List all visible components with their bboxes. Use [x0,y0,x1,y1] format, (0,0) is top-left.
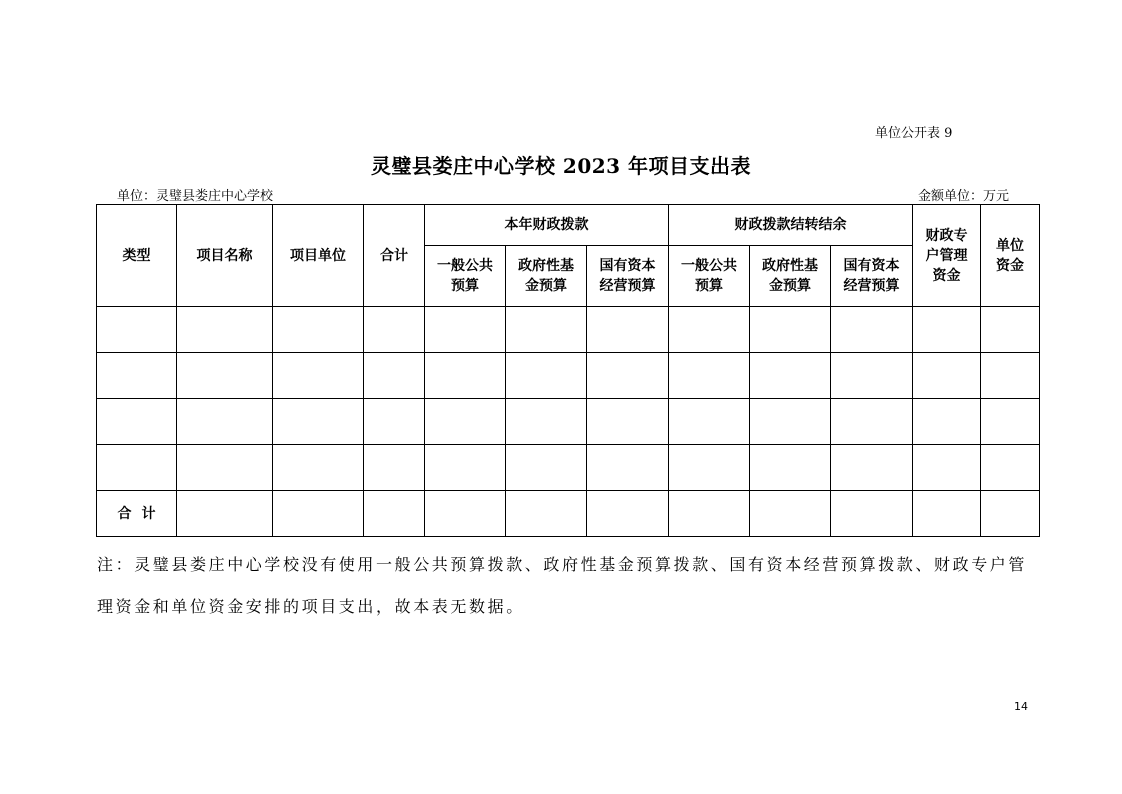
table-note: 注：灵璧县娄庄中心学校没有使用一般公共预算拨款、政府性基金预算拨款、国有资本经营预算拨款、财政专户管理资金和单位资金安排的项目支出，故本表无数据。 [97,555,1028,616]
table-cell [913,445,981,491]
header-current-year: 本年财政拨款 [425,205,669,246]
table-cell [506,353,587,399]
table-cell [364,445,425,491]
header-project-unit: 项目单位 [273,205,364,307]
table-cell [587,399,669,445]
page-title: 灵璧县娄庄中心学校 2023 年项目支出表 [370,154,752,178]
table-cell [587,307,669,353]
table-cell [669,399,750,445]
table-cell [981,445,1040,491]
header-cy-state-capital: 国有资本经营预算 [587,246,669,307]
table-cell [831,491,913,537]
table-cell [273,353,364,399]
header-cy-general-budget: 一般公共预算 [425,246,506,307]
table-cell [913,353,981,399]
table-row [97,399,1040,445]
table-cell [364,491,425,537]
table-cell [981,399,1040,445]
project-expenditure-table [96,204,1040,537]
table-cell [506,307,587,353]
table-cell [669,353,750,399]
table-body [97,307,1040,491]
table-row [97,307,1040,353]
table-cell [750,491,831,537]
table-cell [669,491,750,537]
table-cell [364,399,425,445]
header-cy-fund-budget: 政府性基金预算 [506,246,587,307]
table-cell [831,399,913,445]
header-total: 合计 [364,205,425,307]
table-cell [587,445,669,491]
table-cell [669,445,750,491]
table-row [97,353,1040,399]
table-cell [506,399,587,445]
table-cell [97,307,177,353]
table-cell [97,353,177,399]
table-row [97,445,1040,491]
table-cell [831,353,913,399]
total-row [97,491,1040,537]
table-cell [177,491,273,537]
table-cell [750,399,831,445]
table-cell [913,399,981,445]
unit-label: 单位：灵璧县娄庄中心学校 [117,189,274,204]
table-cell [425,445,506,491]
header-co-general-budget: 一般公共预算 [669,246,750,307]
form-number: 单位公开表 9 [875,126,953,141]
table-cell [750,307,831,353]
header-co-fund-budget: 政府性基金预算 [750,246,831,307]
header-unit-funds: 单位资金 [981,205,1040,307]
table-cell [506,445,587,491]
table-cell [273,399,364,445]
table-cell [425,399,506,445]
table-cell [425,353,506,399]
table-cell [587,353,669,399]
table-cell [177,353,273,399]
header-special-account: 财政专户管理资金 [913,205,981,307]
header-type: 类型 [97,205,177,307]
header-co-state-capital: 国有资本经营预算 [831,246,913,307]
table-cell [913,307,981,353]
table-cell [177,307,273,353]
table-cell [981,307,1040,353]
table-cell [669,307,750,353]
table-cell [177,445,273,491]
table-cell [273,307,364,353]
amount-unit: 金额单位：万元 [918,189,1010,204]
header-carryover: 财政拨款结转结余 [669,205,913,246]
table-cell [831,307,913,353]
table-cell [981,353,1040,399]
table-cell [425,307,506,353]
table-cell [750,353,831,399]
table-cell [425,491,506,537]
table-cell [97,399,177,445]
page-number: 14 [1014,700,1028,713]
table-cell [177,399,273,445]
table-cell [364,307,425,353]
table-cell [750,445,831,491]
table-cell [831,445,913,491]
table-cell [587,491,669,537]
table-cell [506,491,587,537]
table-cell [913,491,981,537]
table-cell [273,445,364,491]
table-cell [97,445,177,491]
total-label: 合计 [97,491,177,537]
table-cell [273,491,364,537]
table-cell [981,491,1040,537]
header-project-name: 项目名称 [177,205,273,307]
table-cell [364,353,425,399]
